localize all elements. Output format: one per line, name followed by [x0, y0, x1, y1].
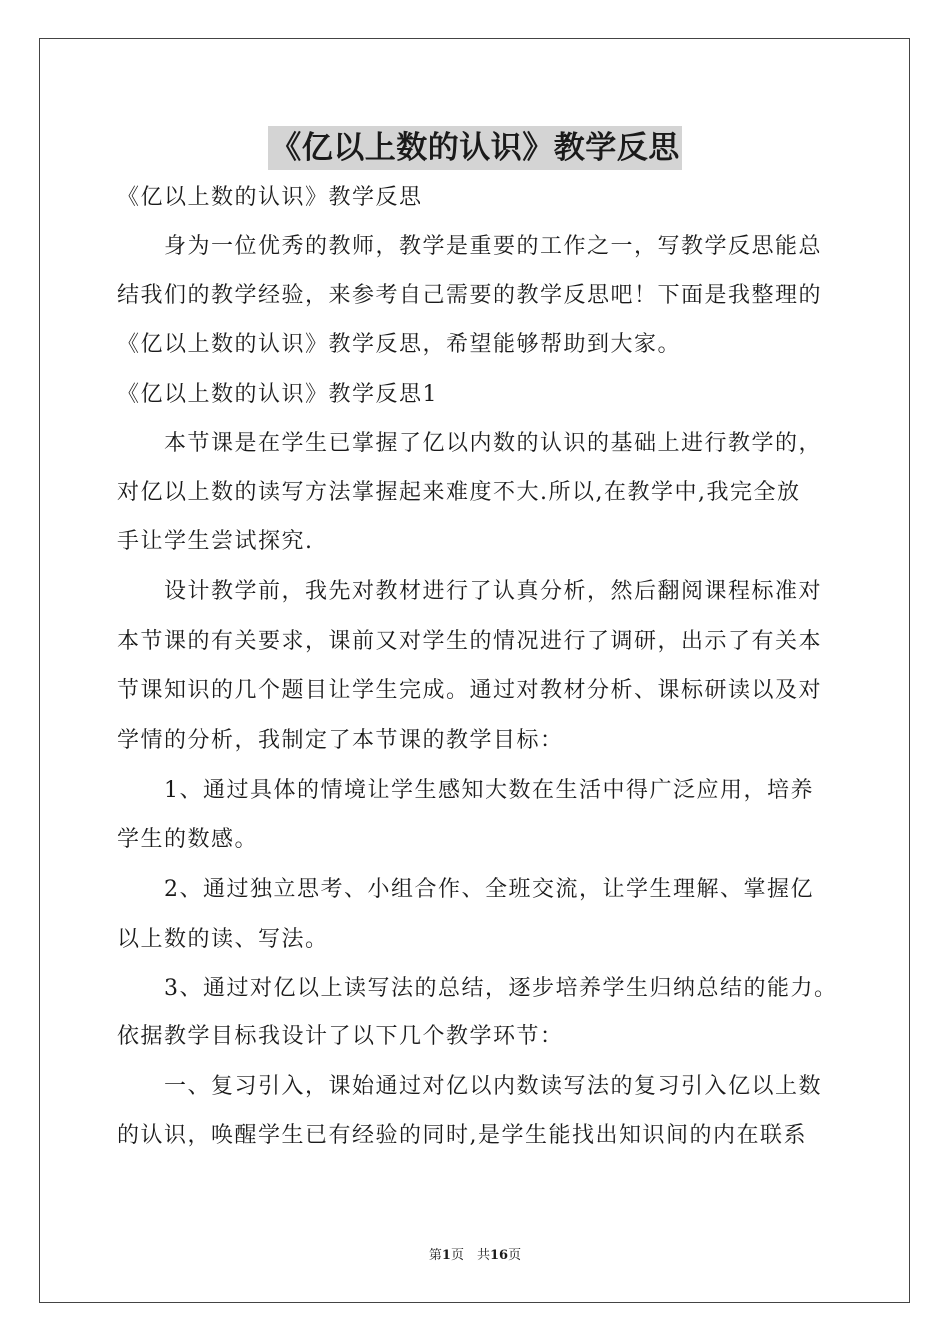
body-line: 节课知识的几个题目让学生完成。通过对教材分析、课标研读以及对 — [117, 678, 823, 703]
footer-page-suffix: 页 共 — [450, 1248, 490, 1263]
body-line: 以上数的读、写法。 — [117, 927, 329, 952]
footer-total-pages: 16 — [489, 1248, 509, 1263]
body-line: 本节课是在学生已掌握了亿以内数的认识的基础上进行教学的， — [117, 431, 823, 456]
body-line: 依据教学目标我设计了以下几个教学环节： — [117, 1024, 564, 1049]
body-line: 一、复习引入，课始通过对亿以内数读写法的复习引入亿以上数 — [117, 1074, 823, 1099]
body-line: 《亿以上数的认识》教学反思，希望能够帮助到大家。 — [117, 332, 682, 357]
body-line: 学情的分析，我制定了本节课的教学目标： — [117, 728, 564, 753]
page-footer — [0, 1247, 950, 1265]
footer-total-suffix: 页 — [508, 1248, 522, 1263]
body-line: 的认识，唤醒学生已有经验的同时,是学生能找出知识间的内在联系 — [117, 1123, 807, 1148]
footer-page-number: 1 — [441, 1248, 451, 1263]
body-line: 本节课的有关要求，课前又对学生的情况进行了调研，出示了有关本 — [117, 629, 823, 654]
body-line: 《亿以上数的认识》教学反思 — [117, 185, 423, 210]
body-line: 对亿以上数的读写方法掌握起来难度不大.所以,在教学中,我完全放 — [117, 480, 801, 505]
body-line: 手让学生尝试探究. — [117, 529, 314, 554]
body-line: 《亿以上数的认识》教学反思1 — [117, 382, 438, 407]
body-line: 身为一位优秀的教师，教学是重要的工作之一，写教学反思能总 — [117, 234, 823, 259]
document-title: 《亿以上数的认识》教学反思 — [268, 126, 682, 170]
body-line: 学生的数感。 — [117, 827, 259, 852]
page-border — [39, 38, 910, 1303]
footer-page-prefix: 第 — [428, 1248, 442, 1263]
body-line: 1、通过具体的情境让学生感知大数在生活中得广泛应用，培养 — [117, 778, 814, 803]
body-line: 2、通过独立思考、小组合作、全班交流，让学生理解、掌握亿 — [117, 877, 814, 902]
body-line: 结我们的教学经验，来参考自己需要的教学反思吧！下面是我整理的 — [117, 283, 823, 308]
body-line: 设计教学前，我先对教材进行了认真分析，然后翻阅课程标准对 — [117, 579, 823, 604]
title-wrap — [0, 126, 950, 170]
body-line: 3、通过对亿以上读写法的总结，逐步培养学生归纳总结的能力。 — [117, 976, 838, 1001]
